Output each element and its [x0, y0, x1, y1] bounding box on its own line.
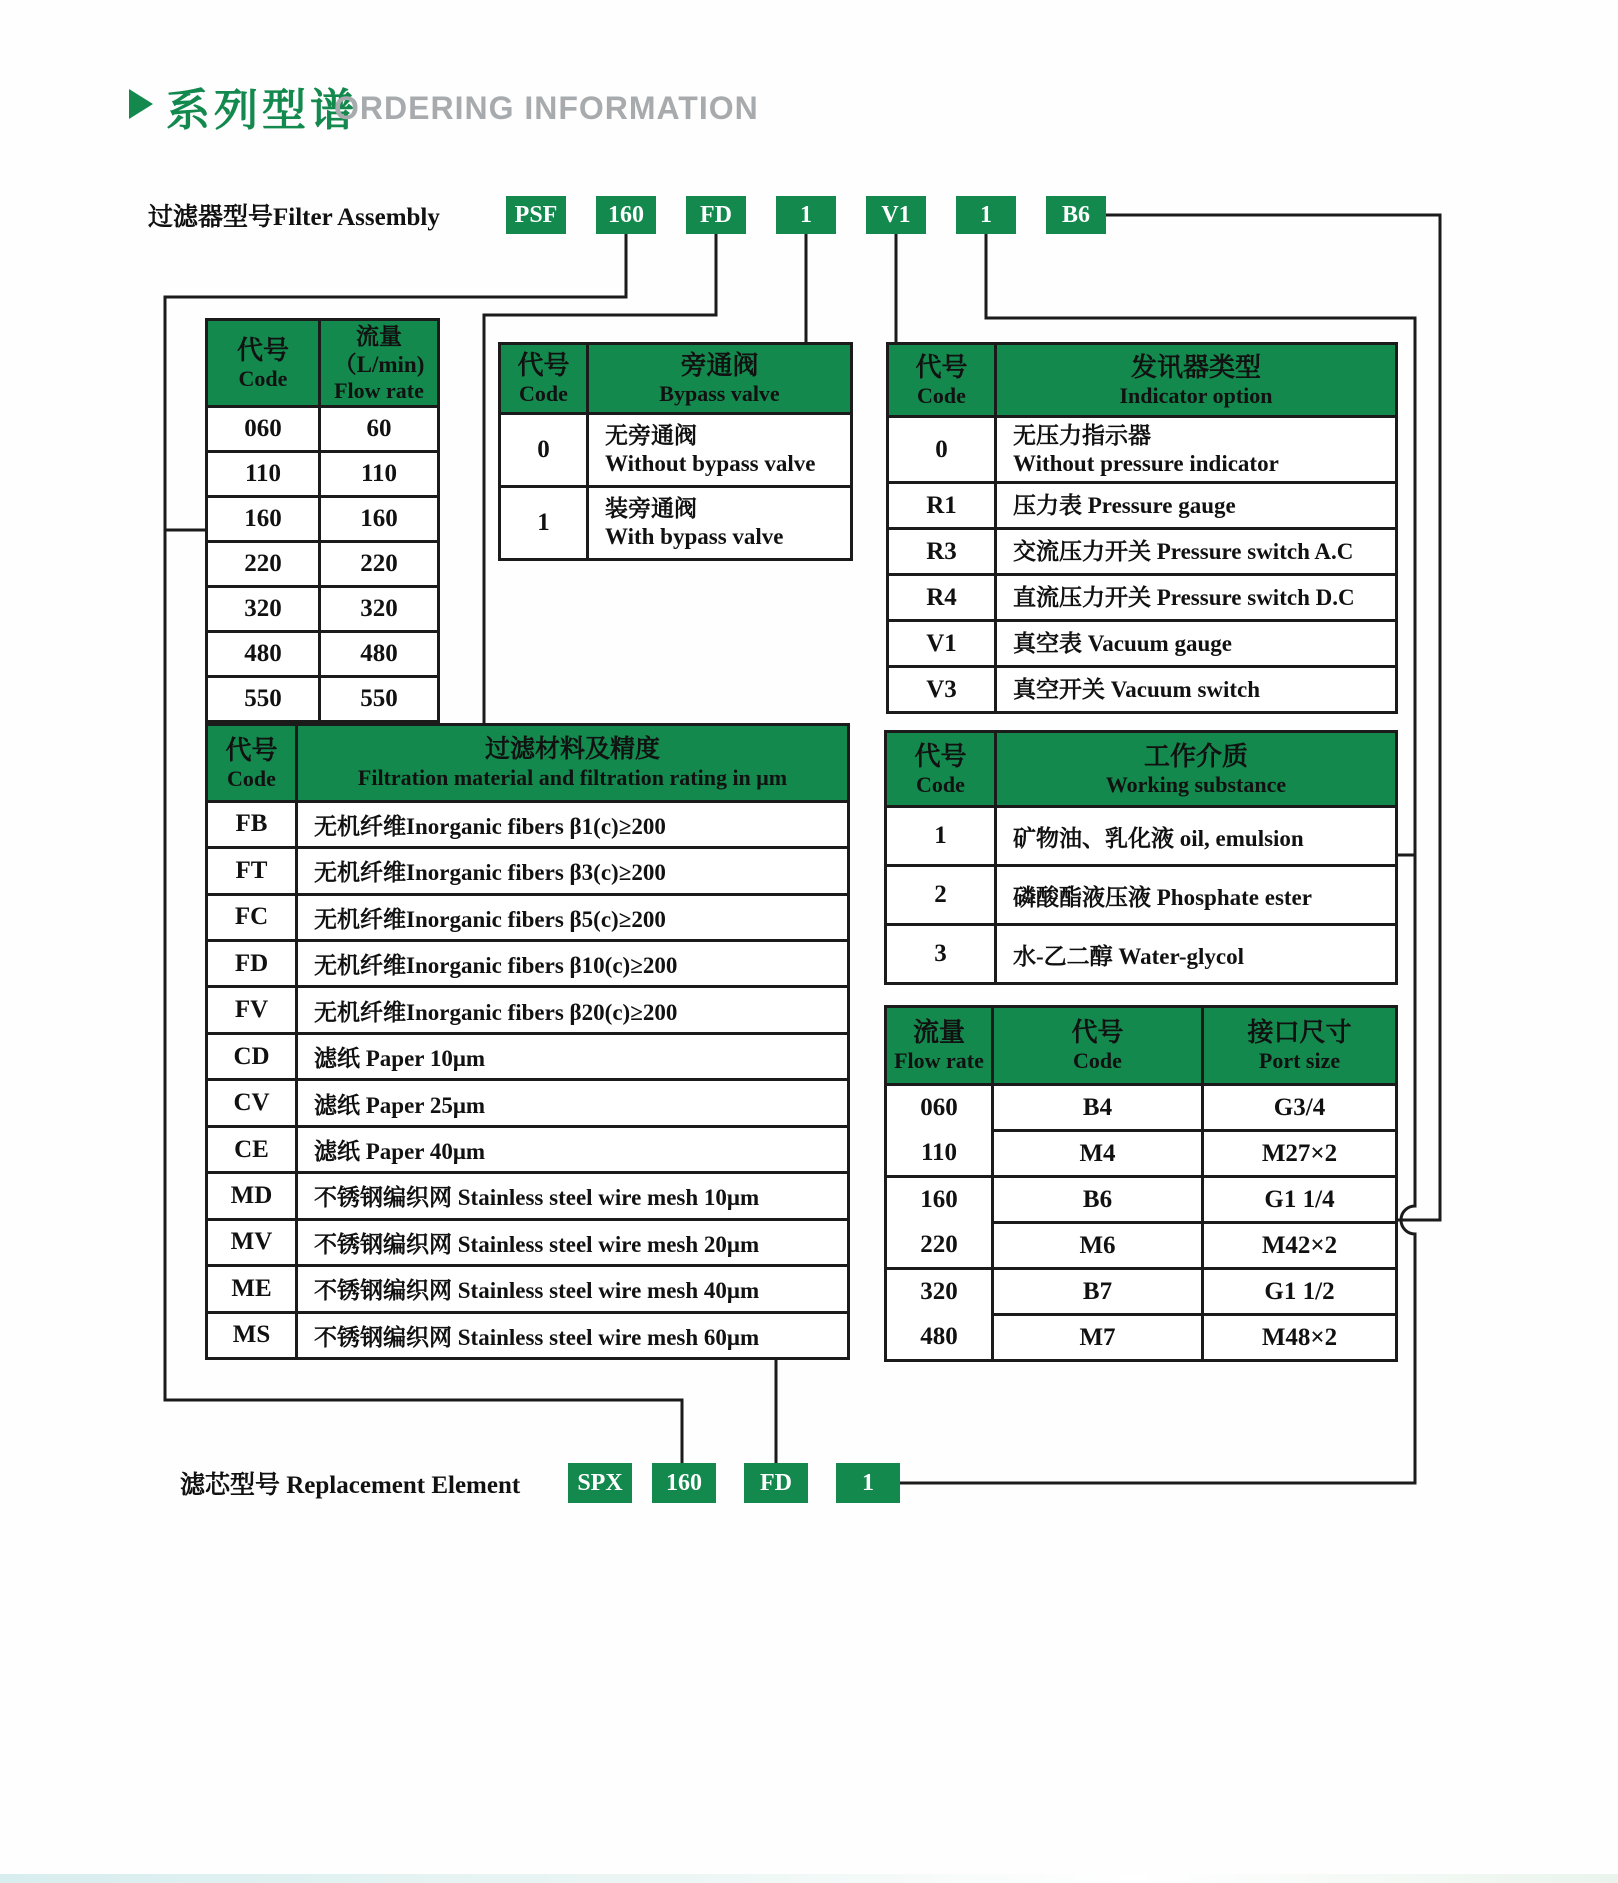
table-row: 1 装旁通阀 With bypass valve	[500, 487, 852, 560]
bottom-gradient-bar	[0, 1874, 1618, 1883]
table-row: CE 滤纸 Paper 40μm	[207, 1126, 849, 1172]
assembly-code-160: 160	[596, 196, 656, 234]
element-code-spx: SPX	[568, 1463, 632, 1503]
element-code-160: 160	[652, 1463, 716, 1503]
indicator-code-header: 代号 Code	[888, 344, 996, 417]
table-row: 550 550	[207, 677, 439, 722]
table-row: 0 无压力指示器 Without pressure indicator	[888, 417, 1397, 483]
assembly-code-b6: B6	[1046, 196, 1106, 234]
table-row: 110 110	[207, 452, 439, 497]
assembly-code-fd: FD	[686, 196, 746, 234]
port-flow-header: 流量 Flow rate	[886, 1007, 993, 1085]
table-row: FC 无机纤维Inorganic fibers β5(c)≥200	[207, 894, 849, 940]
table-row: FB 无机纤维Inorganic fibers β1(c)≥200	[207, 801, 849, 847]
element-code-substance: 1	[836, 1463, 900, 1503]
bypass-valve-table	[498, 342, 853, 561]
filter-assembly-label: 过滤器型号Filter Assembly	[148, 204, 440, 231]
table-row: R1 压力表 Pressure gauge	[888, 483, 1397, 529]
table-row: MS 不锈钢编织网 Stainless steel wire mesh 60μm	[207, 1312, 849, 1358]
assembly-code-psf: PSF	[506, 196, 566, 234]
table-row: MD 不锈钢编织网 Stainless steel wire mesh 10μm	[207, 1173, 849, 1219]
substance-desc-header: 工作介质 Working substance	[996, 732, 1397, 807]
bypass-desc-header: 旁通阀 Bypass valve	[588, 344, 852, 414]
page-title-en: ORDERING INFORMATION	[334, 90, 759, 126]
filtration-desc-header: 过滤材料及精度 Filtration material and filtration rating in μm	[297, 725, 849, 802]
table-row: FD 无机纤维Inorganic fibers β10(c)≥200	[207, 941, 849, 987]
port-size-header: 接口尺寸 Port size	[1203, 1007, 1397, 1085]
replacement-element-label: 滤芯型号 Replacement Element	[180, 1472, 521, 1499]
substance-code-header: 代号 Code	[886, 732, 996, 807]
table-row: M4 M27×2	[886, 1131, 1397, 1177]
assembly-code-v1: V1	[866, 196, 926, 234]
table-row: 060 110 B4 G3/4	[886, 1085, 1397, 1131]
assembly-code-substance: 1	[956, 196, 1016, 234]
port-size-table	[884, 1005, 1398, 1362]
table-row: V1 真空表 Vacuum gauge	[888, 621, 1397, 667]
table-row: ME 不锈钢编织网 Stainless steel wire mesh 40μm	[207, 1266, 849, 1312]
flow-rate-table	[205, 318, 440, 723]
indicator-desc-header: 发讯器类型 Indicator option	[996, 344, 1397, 417]
table-row: 220 220	[207, 542, 439, 587]
table-row: 160 220 B6 G1 1/4	[886, 1177, 1397, 1223]
port-code-header: 代号 Code	[993, 1007, 1203, 1085]
indicator-option-table	[886, 342, 1398, 714]
table-row: 160 160	[207, 497, 439, 542]
table-row: 3 水-乙二醇 Water-glycol	[886, 925, 1397, 984]
flow-value-header: 流量（L/min) Flow rate	[320, 320, 439, 407]
table-row: 320 480 B7 G1 1/2	[886, 1269, 1397, 1315]
flow-code-header: 代号 Code	[207, 320, 320, 407]
table-row: R3 交流压力开关 Pressure switch A.C	[888, 529, 1397, 575]
page-title-cn: 系列型谱	[166, 85, 358, 136]
assembly-code-bypass: 1	[776, 196, 836, 234]
filtration-material-table	[205, 723, 850, 1360]
table-row: M6 M42×2	[886, 1223, 1397, 1269]
triangle-right-icon	[129, 89, 153, 119]
table-row: V3 真空开关 Vacuum switch	[888, 667, 1397, 713]
table-row: 060 60	[207, 407, 439, 452]
filtration-code-header: 代号 Code	[207, 725, 297, 802]
table-row: CD 滤纸 Paper 10μm	[207, 1033, 849, 1079]
table-row: M7 M48×2	[886, 1315, 1397, 1361]
table-row: 0 无旁通阀 Without bypass valve	[500, 414, 852, 487]
table-row: 320 320	[207, 587, 439, 632]
table-row: FV 无机纤维Inorganic fibers β20(c)≥200	[207, 987, 849, 1033]
working-substance-table	[884, 730, 1398, 985]
table-row: MV 不锈钢编织网 Stainless steel wire mesh 20μm	[207, 1219, 849, 1265]
table-row: FT 无机纤维Inorganic fibers β3(c)≥200	[207, 848, 849, 894]
table-row: R4 直流压力开关 Pressure switch D.C	[888, 575, 1397, 621]
table-row: CV 滤纸 Paper 25μm	[207, 1080, 849, 1126]
element-code-fd: FD	[744, 1463, 808, 1503]
table-row: 480 480	[207, 632, 439, 677]
table-row: 2 磷酸酯液压液 Phosphate ester	[886, 866, 1397, 925]
table-row: 1 矿物油、乳化液 oil, emulsion	[886, 807, 1397, 866]
bypass-code-header: 代号 Code	[500, 344, 588, 414]
